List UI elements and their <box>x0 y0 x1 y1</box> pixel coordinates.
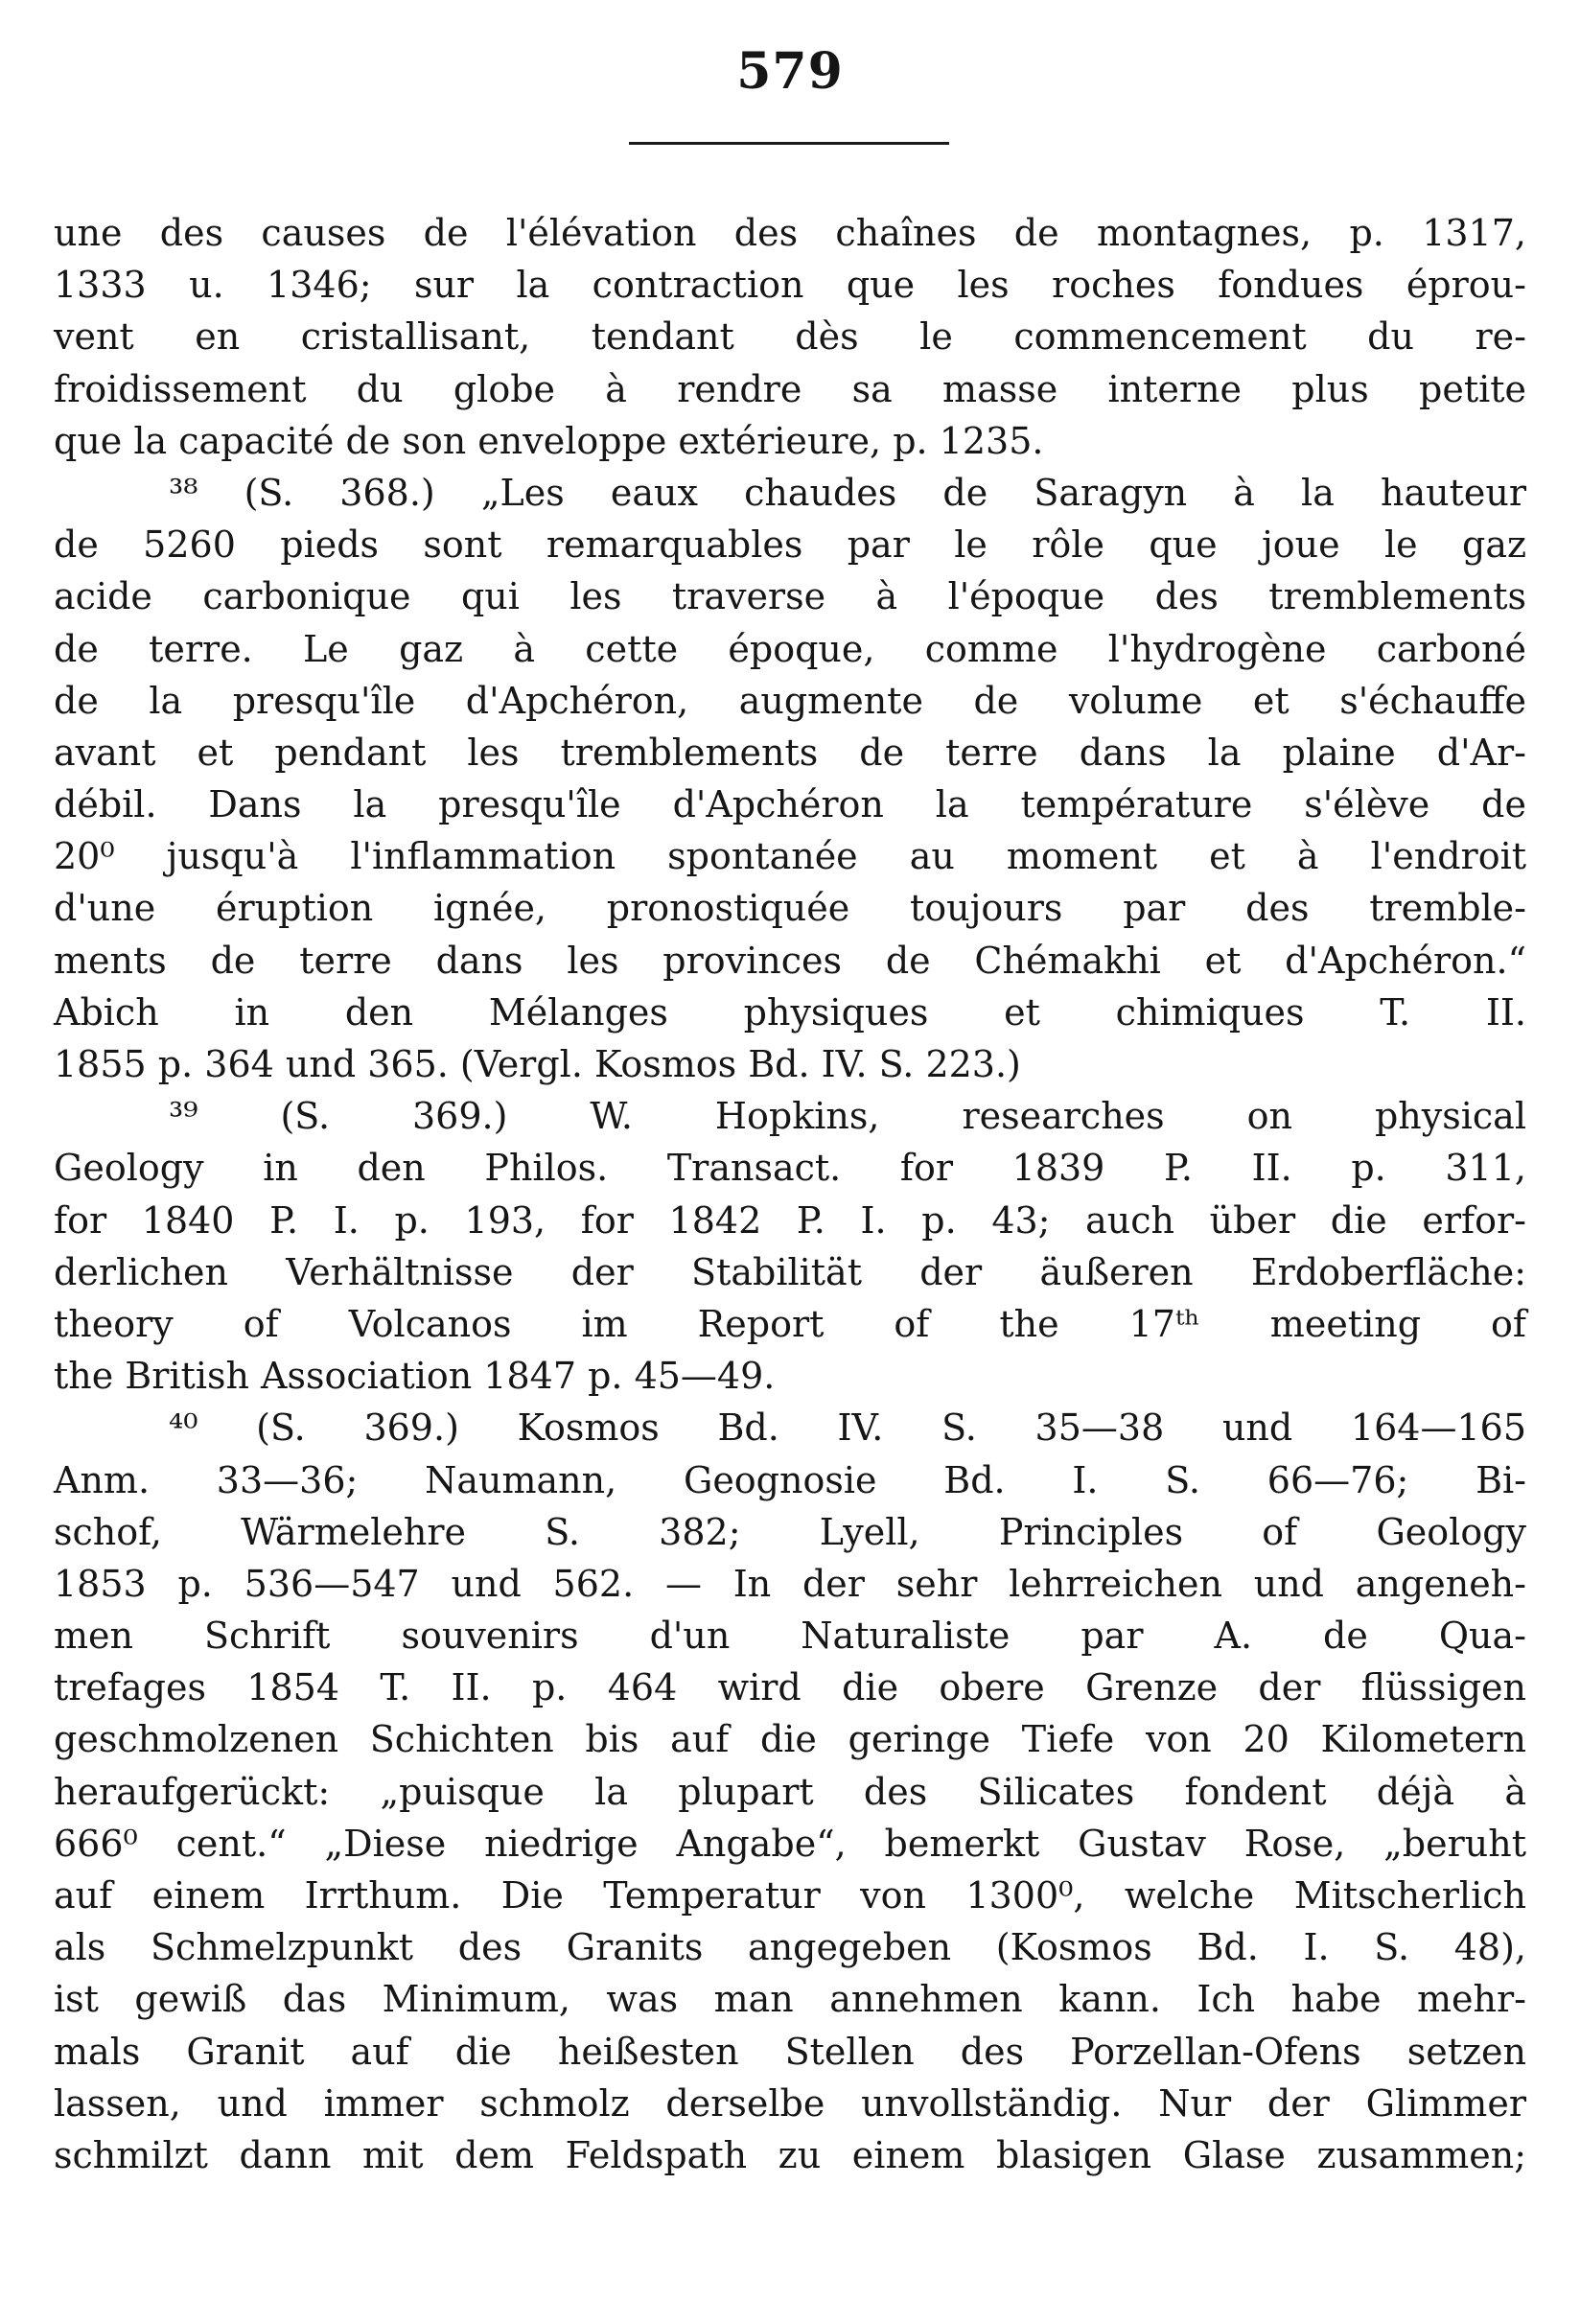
text-line: 666⁰ cent.“ „Diese niedrige Angabe“, bemerkt Gustav Rose, „beruht <box>54 1822 1526 1865</box>
text-line: schof, Wärmelehre S. 382; Lyell, Principles of Geology <box>54 1510 1526 1553</box>
text-line: theory of Volcanos im Report of the 17ᵗʰ meeting of <box>54 1302 1526 1345</box>
header-rule <box>629 142 949 145</box>
text-line: d'une éruption ignée, pronostiquée toujours par des tremble- <box>54 887 1526 930</box>
text-line: que la capacité de son enveloppe extérieure, p. 1235. <box>54 419 1044 462</box>
text-line: for 1840 P. I. p. 193, for 1842 P. I. p. 43; auch über die erfor- <box>54 1198 1526 1242</box>
text-line: 20⁰ jusqu'à l'inflammation spontanée au moment et à l'endroit <box>54 835 1526 878</box>
text-line: de terre. Le gaz à cette époque, comme l'hydrogène carboné <box>54 627 1526 670</box>
text-line: schmilzt dann mit dem Feldspath zu einem blasigen Glase zusammen; <box>54 2133 1526 2176</box>
text-line: ments de terre dans les provinces de Chémakhi et d'Apchéron.“ <box>54 939 1526 982</box>
text-line: débil. Dans la presqu'île d'Apchéron la température s'élève de <box>54 783 1526 826</box>
text-line: auf einem Irrthum. Die Temperatur von 1300⁰, welche Mitscherlich <box>54 1874 1526 1917</box>
text-line: trefages 1854 T. II. p. 464 wird die obere Grenze der flüssigen <box>54 1666 1526 1709</box>
text-line: Anm. 33—36; Naumann, Geognosie Bd. I. S. 66—76; Bi- <box>54 1458 1526 1501</box>
page-text <box>54 207 1526 2181</box>
text-line: als Schmelzpunkt des Granits angegeben (Kosmos Bd. I. S. 48), <box>54 1926 1526 1969</box>
footnote-39-start: ³⁹ (S. 369.) W. Hopkins, researches on physical <box>169 1095 1526 1138</box>
text-line: men Schrift souvenirs d'un Naturaliste par A. de Qua- <box>54 1615 1526 1658</box>
page-number: 579 <box>736 42 844 101</box>
text-line: Abich in den Mélanges physiques et chimiques T. II. <box>54 990 1526 1034</box>
text-line: une des causes de l'élévation des chaînes de montagnes, p. 1317, <box>54 212 1526 254</box>
text-line: ist gewiß das Minimum, was man annehmen kann. Ich habe mehr- <box>54 1978 1526 2021</box>
footnote-38-start: ³⁸ (S. 368.) „Les eaux chaudes de Saragyn à la hauteur <box>169 471 1526 514</box>
text-line: lassen, und immer schmolz derselbe unvollständig. Nur der Glimmer <box>54 2081 1526 2125</box>
text-line: 1333 u. 1346; sur la contraction que les roches fondues éprou- <box>54 264 1526 307</box>
text-line: avant et pendant les tremblements de terre dans la plaine d'Ar- <box>54 731 1526 774</box>
text-line: geschmolzenen Schichten bis auf die geringe Tiefe von 20 Kilometern <box>54 1718 1526 1761</box>
text-line: heraufgerückt: „puisque la plupart des Silicates fondent déjà à <box>54 1770 1526 1813</box>
text-line: Geology in den Philos. Transact. for 1839 P. II. p. 311, <box>54 1147 1526 1190</box>
text-line: de 5260 pieds sont remarquables par le rôle que joue le gaz <box>54 523 1526 567</box>
text-line: froidissement du globe à rendre sa masse interne plus petite <box>54 367 1526 410</box>
footnote-40-start: ⁴⁰ (S. 369.) Kosmos Bd. IV. S. 35—38 und 164—165 <box>169 1406 1526 1450</box>
text-line: the British Association 1847 p. 45—49. <box>54 1355 776 1398</box>
text-line: vent en cristallisant, tendant dès le commencement du re- <box>54 315 1526 359</box>
text-line: mals Granit auf die heißesten Stellen des Porzellan-Ofens setzen <box>54 2030 1526 2073</box>
text-line: 1855 p. 364 und 365. (Vergl. Kosmos Bd. IV. S. 223.) <box>54 1043 1021 1085</box>
text-line: acide carbonique qui les traverse à l'époque des tremblements <box>54 575 1526 618</box>
text-line: derlichen Verhältnisse der Stabilität der äußeren Erdoberfläche: <box>54 1250 1526 1293</box>
text-line: 1853 p. 536—547 und 562. — In der sehr lehrreichen und angeneh- <box>54 1562 1526 1605</box>
text-line: de la presqu'île d'Apchéron, augmente de volume et s'échauffe <box>54 679 1526 722</box>
